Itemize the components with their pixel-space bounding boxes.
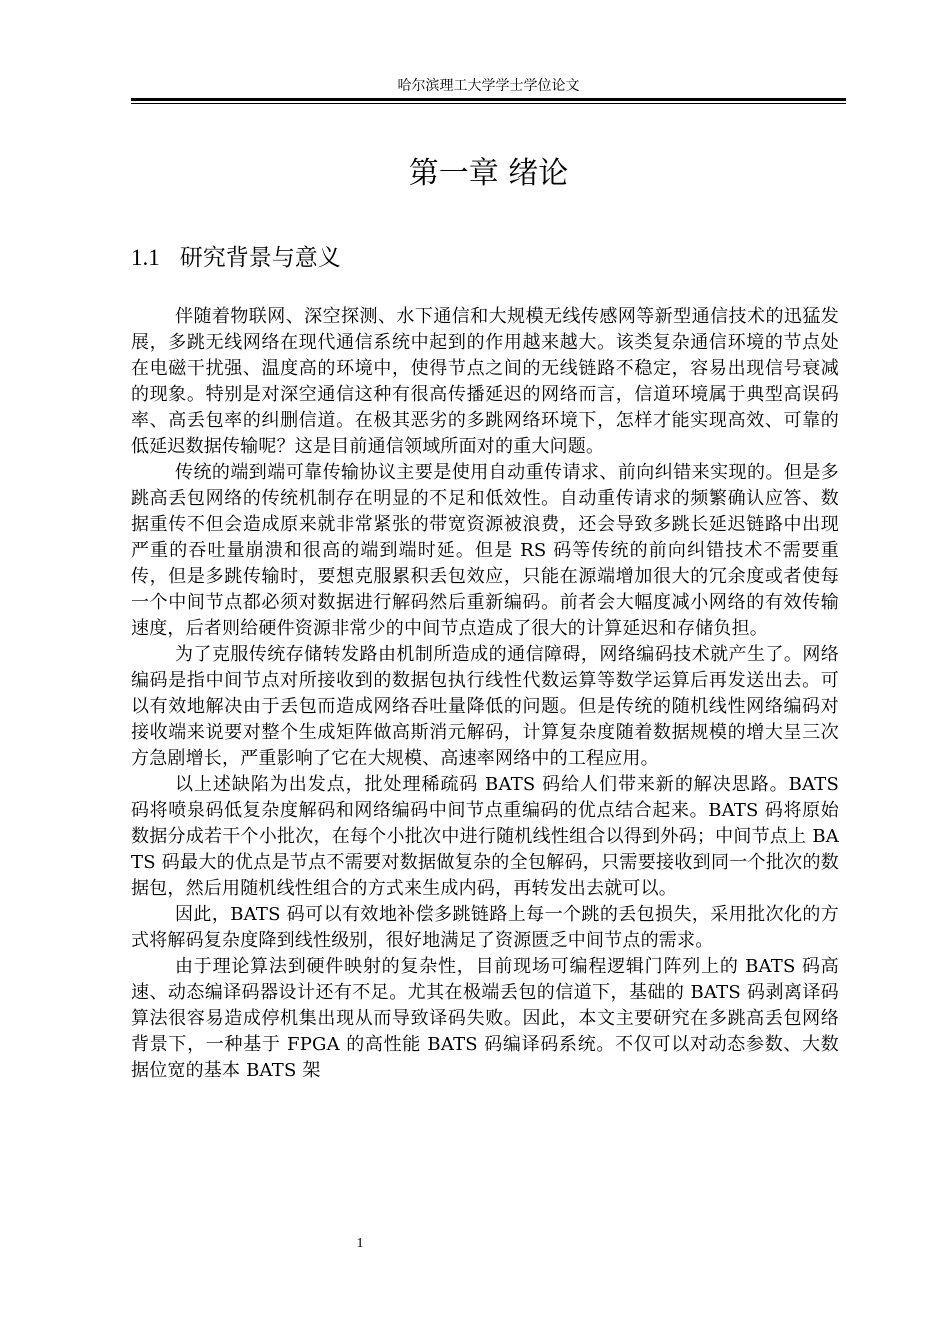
paragraph: 为了克服传统存储转发路由机制所造成的通信障碍，网络编码技术就产生了。网络编码是指中间节点对所接收到的数据包执行线性代数运算等数学运算后再发送出去。可以有效地解决由于丢包而造成网络吞吐量降低的问题。但是传统的随机线性网络编码对接收端来说要对整个生成矩阵做高斯消元解码，计算复杂度随着数据规模的增大呈三次方急剧增长，严重影响了它在大规模、高速率网络中的工程应用。 xyxy=(131,644,839,769)
paragraph: 伴随着物联网、深空探测、水下通信和大规模无线传感网等新型通信技术的迅猛发展，多跳无线网络在现代通信系统中起到的作用越来越大。该类复杂通信环境的节点处在电磁干扰强、温度高的环境中，使得节点之间的无线链路不稳定，容易出现信号衰减的现象。特别是对深空通信这种有很高传播延迟的网络而言，信道环境属于典型高误码率、高丢包率的纠删信道。在极其恶劣的多跳网络环境下，怎样才能实现高效、可靠的低延迟数据传输呢？这是目前通信领域所面对的重大问题。 xyxy=(131,306,839,457)
section-title: 研究背景与意义 xyxy=(179,245,341,271)
chapter-title: 第一章 绪论 xyxy=(408,156,569,191)
paragraph: 由于理论算法到硬件映射的复杂性，目前现场可编程逻辑门阵列上的 BATS 码高速、动态编译码器设计还有不足。尤其在极端丢包的信道下，基础的 BATS 码剥离译码算法很容易造成停机集出现从而导致译码失败。因此，本文主要研究在多跳高丢包网络背景下，一种基于 FPGA 的高性能 BATS 码编译码系统。不仅可以对动态参数、大数据位宽的基本 BATS 架 xyxy=(131,956,839,1081)
body-text xyxy=(131,304,839,1084)
header-rule-thin xyxy=(131,103,846,104)
paragraph: 传统的端到端可靠传输协议主要是使用自动重传请求、前向纠错来实现的。但是多跳高丢包网络的传统机制存在明显的不足和低效性。自动重传请求的频繁确认应答、数据重传不但会造成原来就非常紧张的带宽资源被浪费，还会导致多跳长延迟链路中出现严重的吞吐量崩溃和很高的端到端时延。但是 RS 码等传统的前向纠错技术不需要重传，但是多跳传输时，要想克服累积丢包效应，只能在源端增加很大的冗余度或者使每一个中间节点都必须对数据进行解码然后重新编码。前者会大幅度减小网络的有效传输速度，后者则给硬件资源非常少的中间节点造成了很大的计算延迟和存储负担。 xyxy=(131,462,839,639)
paragraph: 以上述缺陷为出发点，批处理稀疏码 BATS 码给人们带来新的解决思路。BATS 码将喷泉码低复杂度解码和网络编码中间节点重编码的优点结合起来。BATS 码将原始数据分成若干个小批次，在每个小批次中进行随机线性组合以得到外码；中间节点上 BATS 码最大的优点是节点不需要对数据做复杂的全包解码，只需要接收到同一个批次的数据包，然后用随机线性组合的方式来生成内码，再转发出去就可以。 xyxy=(131,774,839,899)
section-number: 1.1 xyxy=(131,245,160,270)
running-header: 哈尔滨理工大学学士学位论文 xyxy=(397,78,580,94)
section-heading xyxy=(131,242,341,274)
paragraph: 因此，BATS 码可以有效地补偿多跳链路上每一个跳的丢包损失，采用批次化的方式将解码复杂度降到线性级别，很好地满足了资源匮乏中间节点的需求。 xyxy=(131,904,839,951)
page-number: 1 xyxy=(356,1236,364,1251)
header-rule-thick xyxy=(131,98,846,101)
